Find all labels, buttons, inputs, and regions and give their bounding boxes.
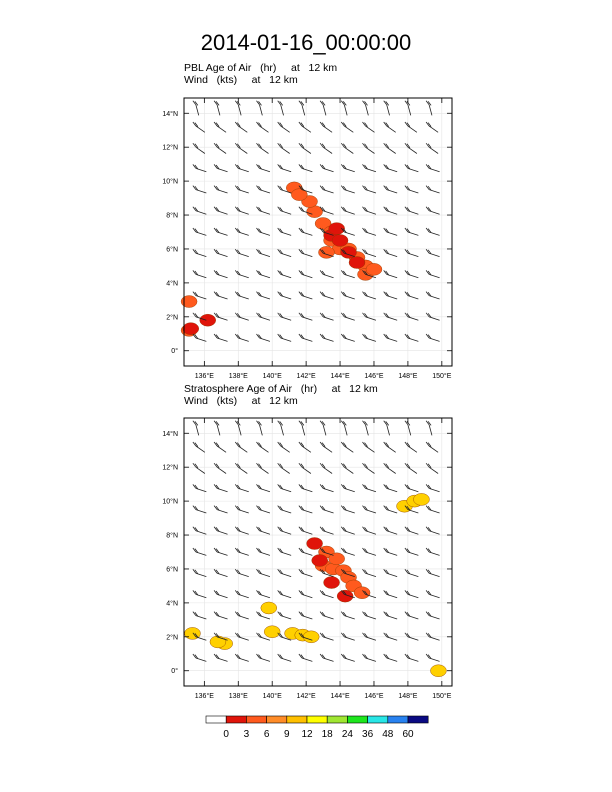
y-tick-label: 14°N [162,430,178,438]
x-tick-label: 136°E [194,693,214,700]
colorbar-label: 9 [284,729,290,740]
colorbar-box [226,716,246,723]
x-tick-label: 136°E [194,373,214,380]
x-tick-label: 150°E [432,373,452,380]
x-tick-label: 142°E [296,693,316,700]
colorbar-box [267,716,287,723]
colorbar-label: 18 [321,729,333,740]
colorbar-label: 60 [402,729,414,740]
x-tick-label: 138°E [228,693,248,700]
y-tick-label: 6°N [166,566,178,574]
colorbar-box [388,716,408,723]
y-tick-label: 2°N [166,634,178,642]
y-tick-label: 0° [171,348,178,356]
x-tick-label: 140°E [262,373,282,380]
x-tick-label: 146°E [364,693,384,700]
x-tick-label: 138°E [228,373,248,380]
y-tick-label: 12°N [162,144,178,152]
y-tick-label: 14°N [162,110,178,118]
colorbar-label: 6 [263,729,270,740]
x-tick-label: 144°E [330,693,350,700]
y-tick-label: 6°N [166,246,178,254]
colorbar-box [287,716,307,723]
y-tick-label: 4°N [166,280,178,288]
colorbar-box [327,716,347,723]
colorbar-box [347,716,367,723]
y-tick-label: 8°N [166,532,178,540]
colorbar-box [246,716,266,723]
colorbar-label: 24 [341,729,353,740]
x-tick-label: 148°E [398,693,418,700]
y-tick-label: 10°N [162,178,178,186]
panel2-title-line1: Stratosphere Age of Air (hr) at 12 km [184,383,378,395]
y-tick-label: 8°N [166,212,178,220]
x-tick-label: 148°E [398,373,418,380]
colorbar-box [408,716,428,723]
page-title: 2014-01-16_00:00:00 [200,30,412,55]
colorbar-box [307,716,327,723]
y-tick-label: 12°N [162,464,178,472]
colorbar-label: 12 [301,729,313,740]
y-tick-label: 10°N [162,498,178,506]
colorbar-box [206,716,226,723]
panel2-title-line2: Wind (kts) at 12 km [184,395,298,407]
y-tick-label: 0° [171,668,178,676]
x-tick-label: 146°E [364,373,384,380]
x-tick-label: 144°E [330,373,350,380]
colorbar-box [368,716,388,723]
panel1-title-line2: Wind (kts) at 12 km [184,74,298,86]
x-tick-label: 150°E [432,693,452,700]
x-tick-label: 140°E [262,693,282,700]
y-tick-label: 4°N [166,600,178,608]
colorbar-label: 0 [223,729,229,740]
panel1-title-line1: PBL Age of Air (hr) at 12 km [184,62,338,74]
x-tick-label: 142°E [296,373,316,380]
colorbar-label: 3 [243,729,250,740]
y-tick-label: 2°N [166,314,178,322]
colorbar-label: 48 [382,729,394,740]
colorbar-label: 36 [362,729,374,740]
